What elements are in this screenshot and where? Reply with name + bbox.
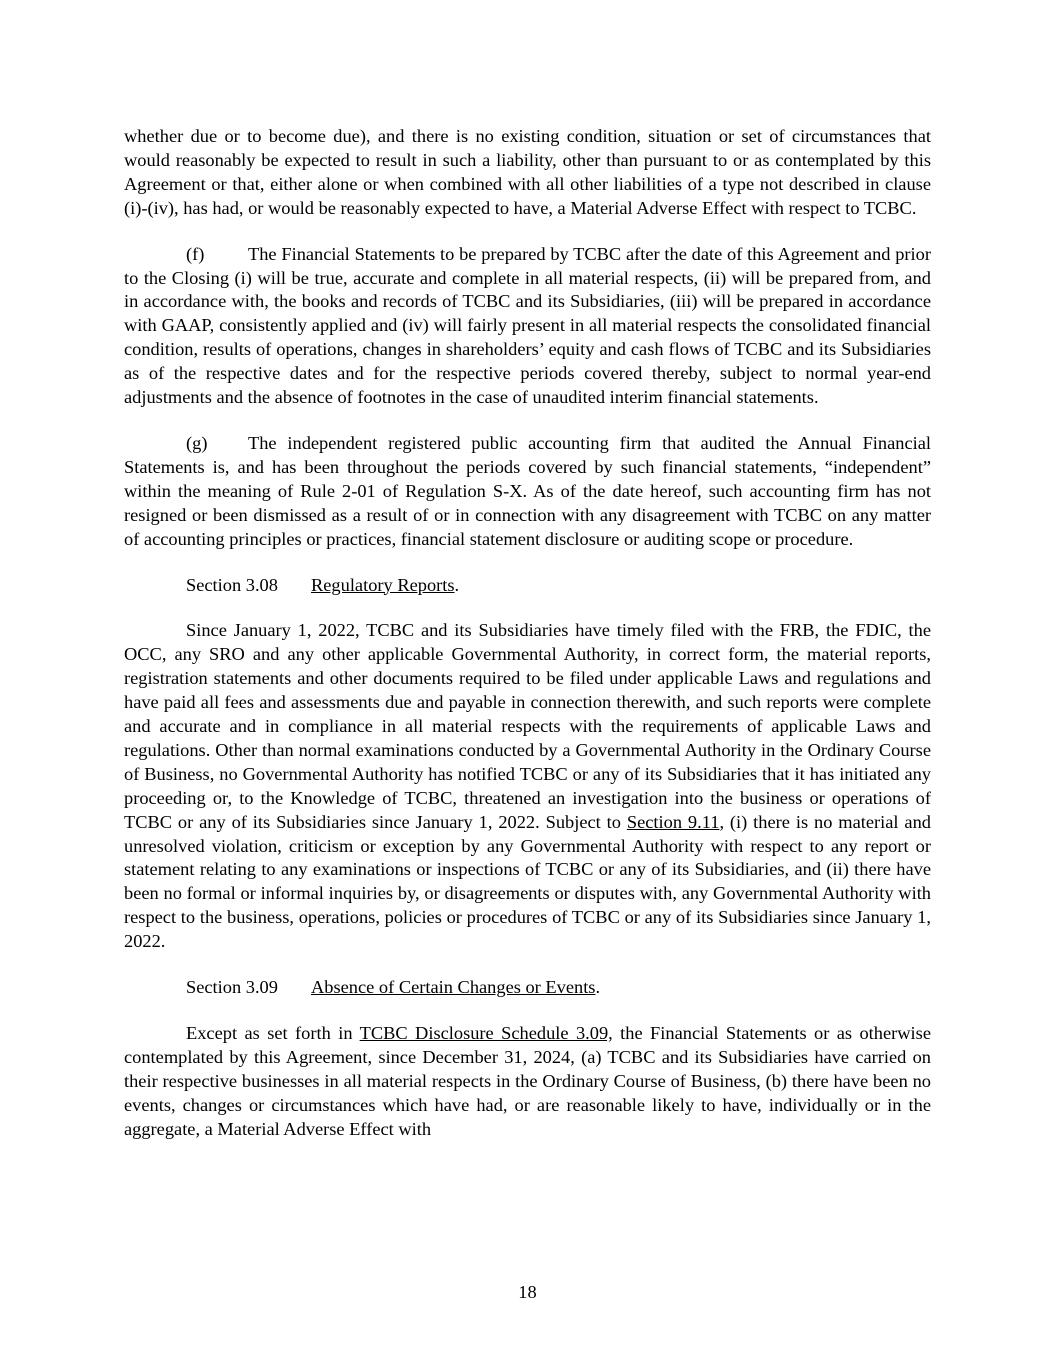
section-308-body-part1: Since January 1, 2022, TCBC and its Subsidiaries have timely filed with the FRB, the FDIC, the OCC, any SRO and any other applicable Governmental Authority, in correct form, the material reports, registration statements and other documents required to be filed under applicable Laws and regulations and have paid all fees and assessments due and payable in connection therewith, and such reports were complete and accurate and in compliance in all material respects with the requirements of applicable Laws and regulations. Other than normal examinations conducted by a Governmental Authority in the Ordinary Course of Business, no Governmental Authority has notified TCBC or any of its Subsidiaries that it has initiated any proceeding or, to the Knowledge of TCBC, threatened an investigation into the business or operations of TCBC or any of its Subsidiaries since January 1, 2022. Subject to [124,620,931,832]
section-308-body-part2: , (i) there is no material and unresolved violation, criticism or exception by any Governmental Authority with respect to any report or statement relating to any examinations or inspections of TCBC or any of its Subsidiaries, and (ii) there have been no formal or informal inquiries by, or disagreements or disputes with, any Governmental Authority with respect to the business, operations, policies or procedures of TCBC or any of its Subsidiaries since January 1, 2022. [124,811,931,952]
paragraph-f-text: The Financial Statements to be prepared by TCBC after the date of this Agreement and prior to the Closing (i) will be true, accurate and complete in all material respects, (ii) will be prepared from, and in accordance with, the books and records of TCBC and its Subsidiaries, (iii) will be prepared in accordance with GAAP, consistently applied and (iv) will fairly present in all material respects the consolidated financial condition, results of operations, changes in shareholders’ equity and cash flows of TCBC and its Subsidiaries as of the respective dates and for the respective periods covered thereby, subject to normal year-end adjustments and the absence of footnotes in the case of unaudited interim financial statements. [124,243,931,408]
section-308-number: Section 3.08 [186,574,278,595]
section-309-heading: Section 3.09 Absence of Certain Changes or Events. [124,976,931,1000]
section-309-number: Section 3.09 [186,977,278,998]
disclosure-schedule-reference: TCBC Disclosure Schedule 3.09, [359,1023,613,1043]
section-308-title: Regulatory Reports [311,574,455,595]
section-308-body [124,619,931,954]
paragraph-f-label: (f) [186,243,205,264]
section-308-heading: Section 3.08 Regulatory Reports. [124,574,931,598]
paragraph-g-text: The independent registered public accounting firm that audited the Annual Financial Statements is, and has been throughout the periods covered by such financial statements, “independent” within the meaning of Rule 2-01 of Regulation S-X. As of the date hereof, such accounting firm has not resigned or been dismissed as a result of or in connection with any disagreement with TCBC on any matter of accounting principles or practices, financial statement disclosure or auditing scope or procedure. [124,432,931,549]
paragraph-e-continuation: whether due or to become due), and there is no existing condition, situation or set of circumstances that would reasonably be expected to result in such a liability, other than pursuant to or as contemplated by this Agreement or that, either alone or when combined with all other liabilities of a type not described in clause (i)-(iv), has had, or would be reasonably expected to have, a Material Adverse Effect with respect to TCBC. [124,126,931,218]
paragraph-g-label: (g) [186,432,208,453]
section-911-reference: Section 9.11 [626,811,720,832]
page-number: 18 [518,1282,537,1302]
section-309-body-rest: the Financial Statements or as otherwise contemplated by this Agreement, since December 31, 2024, (a) TCBC and its Subsidiaries have carried on their respective businesses in all material respects in the Ordinary Course of Business, (b) there have been no events, changes or circumstances which have had, or are reasonable likely to have, individually or in the aggregate, a Material Adverse Effect with [124,1023,931,1139]
paragraph-g [124,432,931,552]
body-text [124,125,931,1164]
paragraph-f [124,243,931,410]
section-309-body [124,1022,931,1142]
section-309-body-prefix: Except as set forth in [186,1023,360,1043]
section-309-title: Absence of Certain Changes or Events [311,977,596,998]
